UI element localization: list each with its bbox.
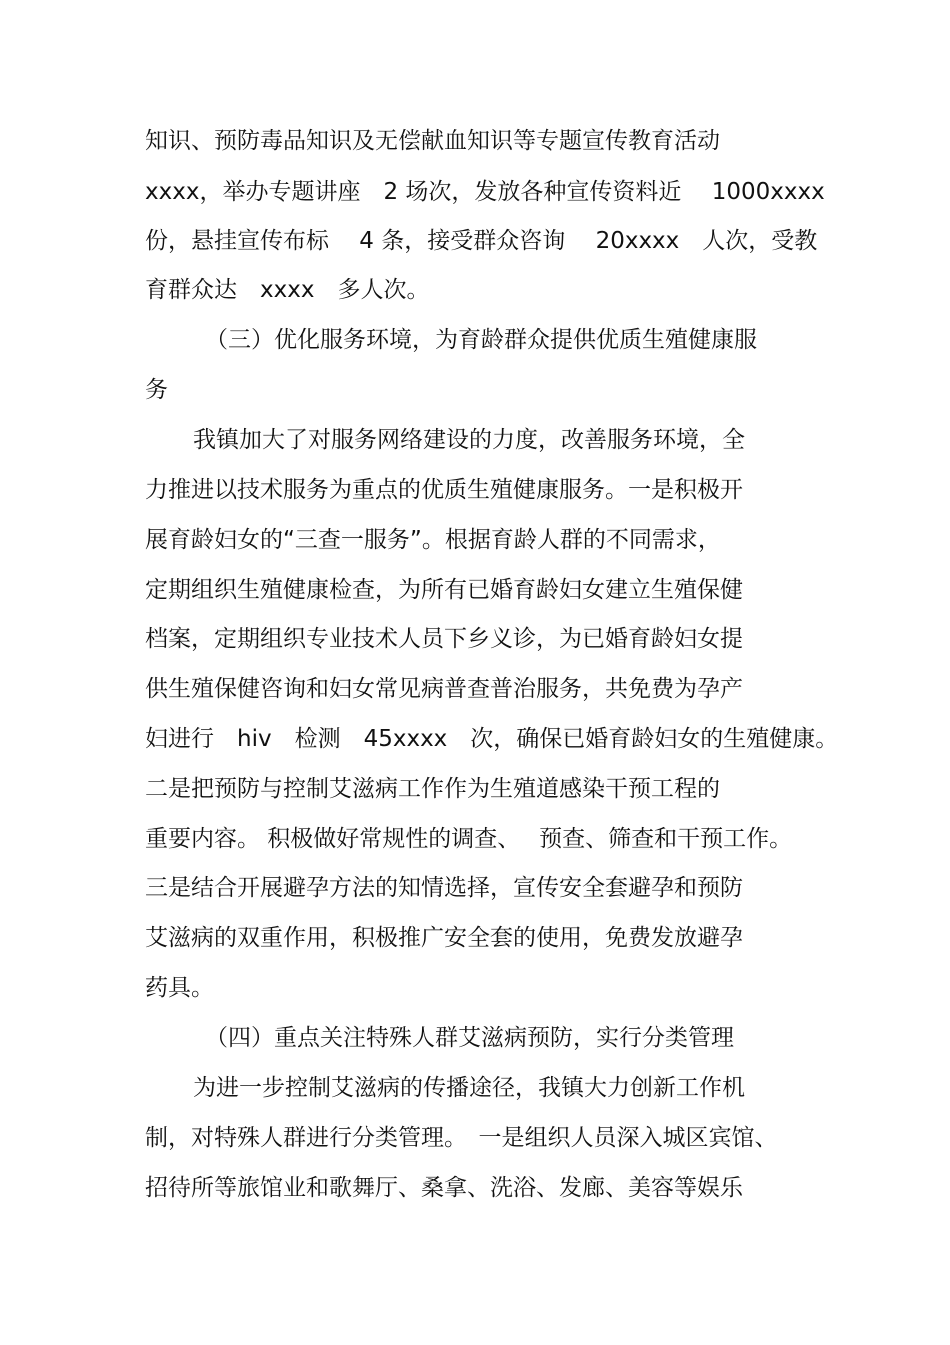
section-heading: （四）重点关注特殊人群艾滋病预防，实行分类管理: [205, 1025, 734, 1051]
text-line: 重要内容。 积极做好常规性的调查、 预查、筛查和干预工作。: [145, 826, 793, 852]
text-line: 知识、预防毒品知识及无偿献血知识等专题宣传教育活动: [145, 128, 720, 154]
text-line: 供生殖保健咨询和妇女常见病普查普治服务，共免费为孕产: [145, 676, 743, 702]
text-line: 艾滋病的双重作用，积极推广安全套的使用，免费发放避孕: [145, 925, 743, 951]
text-line: 二是把预防与控制艾滋病工作作为生殖道感染干预工程的: [145, 776, 720, 802]
text-line: 力推进以技术服务为重点的优质生殖健康服务。一是积极开: [145, 477, 743, 503]
text-line: 份，悬挂宣传布标 4 条，接受群众咨询 20xxxx 人次，受教: [145, 228, 818, 254]
text-line: 招待所等旅馆业和歌舞厅、桑拿、洗浴、发廊、美容等娱乐: [145, 1175, 743, 1201]
text-line: 妇进行 hiv 检测 45xxxx 次，确保已婚育龄妇女的生殖健康。: [145, 726, 839, 752]
text-line: 定期组织生殖健康检查，为所有已婚育龄妇女建立生殖保健: [145, 577, 743, 603]
paragraph-start-line: 为进一步控制艾滋病的传播途径，我镇大力创新工作机: [193, 1075, 745, 1101]
section-heading: （三）优化服务环境，为育龄群众提供优质生殖健康服: [205, 327, 757, 353]
text-line: 育群众达 xxxx 多人次。: [145, 277, 430, 303]
text-line: 三是结合开展避孕方法的知情选择，宣传安全套避孕和预防: [145, 875, 743, 901]
paragraph-start-line: 我镇加大了对服务网络建设的力度，改善服务环境，全: [193, 427, 745, 453]
text-line: 药具。: [145, 975, 214, 1001]
text-line: 制，对特殊人群进行分类管理。 一是组织人员深入城区宾馆、: [145, 1125, 778, 1151]
text-line: 展育龄妇女的“三查一服务”。根据育龄人群的不同需求，: [145, 527, 721, 553]
text-line: xxxx，举办专题讲座 2 场次，发放各种宣传资料近 1000xxxx: [145, 179, 825, 205]
section-heading-continuation: 务: [145, 377, 168, 403]
text-line: 档案，定期组织专业技术人员下乡义诊，为已婚育龄妇女提: [145, 626, 743, 652]
